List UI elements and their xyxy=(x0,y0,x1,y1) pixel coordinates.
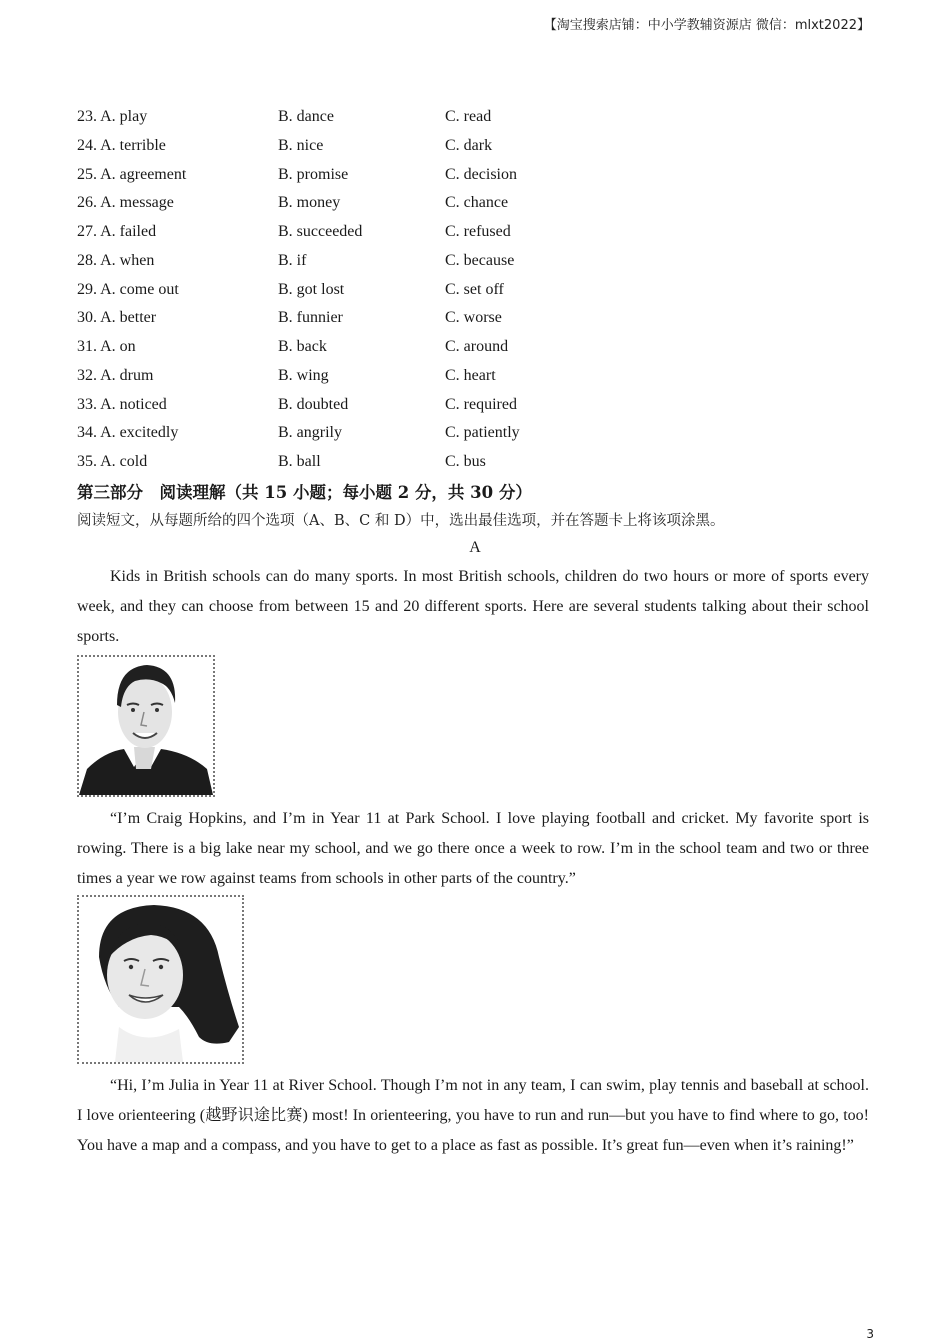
option-b: B. money xyxy=(278,194,341,212)
option-row-27 xyxy=(77,219,877,248)
option-row-29 xyxy=(77,277,877,306)
option-c: C. because xyxy=(445,251,515,269)
option-a: 31. A. on xyxy=(77,338,136,355)
option-b: B. got lost xyxy=(278,280,345,298)
option-b: B. promise xyxy=(278,165,349,183)
option-c: C. read xyxy=(445,108,492,125)
option-row-31 xyxy=(77,334,877,363)
section-instruction: 阅读短文，从每题所给的四个选项（A、B、C 和 D）中，选出最佳选项，并在答题卡上将该项涂黑。 xyxy=(77,513,725,529)
option-row-33 xyxy=(77,392,877,421)
option-row-35 xyxy=(77,449,877,478)
option-b: B. if xyxy=(278,251,307,269)
option-c: C. decision xyxy=(445,165,517,183)
option-b: B. funnier xyxy=(278,309,343,327)
option-row-26 xyxy=(77,190,877,219)
option-a: 25. A. agreement xyxy=(77,165,187,183)
option-b: B. angrily xyxy=(278,424,342,442)
intro-paragraph: Kids in British schools can do many sports. In most British schools, children do two hours or more of sports every week, and they can choose from between 15 and 20 different sports. Here are several students talking about their school sports. xyxy=(77,568,869,645)
craig-photo xyxy=(77,655,215,797)
option-b: B. succeeded xyxy=(278,223,363,240)
page-number: 3 xyxy=(866,1327,874,1341)
option-a: 35. A. cold xyxy=(77,453,148,470)
option-b: B. ball xyxy=(278,453,321,470)
option-c: C. around xyxy=(445,338,509,355)
craig-portrait-image xyxy=(79,657,213,795)
option-a: 28. A. when xyxy=(77,251,155,269)
option-row-24 xyxy=(77,133,877,162)
option-a: 34. A. excitedly xyxy=(77,424,179,442)
option-a: 33. A. noticed xyxy=(77,395,167,413)
option-c: C. patiently xyxy=(445,424,520,442)
julia-photo xyxy=(77,895,244,1064)
option-row-30 xyxy=(77,305,877,334)
option-a: 27. A. failed xyxy=(77,223,157,240)
option-b: B. back xyxy=(278,338,327,355)
julia-portrait-image xyxy=(79,897,242,1062)
option-row-28 xyxy=(77,248,877,277)
option-c: C. worse xyxy=(445,309,502,327)
option-b: B. nice xyxy=(278,136,324,154)
page-header: 【淘宝搜索店铺：中小学教辅资源店 微信：mlxt2022】 xyxy=(543,18,870,33)
option-b: B. dance xyxy=(278,108,334,125)
option-c: C. dark xyxy=(445,136,493,154)
option-a: 24. A. terrible xyxy=(77,136,166,154)
passage-letter: A xyxy=(469,539,481,556)
option-c: C. heart xyxy=(445,366,496,384)
answer-options-list xyxy=(77,104,877,478)
option-a: 30. A. better xyxy=(77,309,157,327)
option-a: 26. A. message xyxy=(77,194,174,212)
option-row-23 xyxy=(77,104,877,133)
option-c: C. chance xyxy=(445,194,509,212)
option-c: C. required xyxy=(445,395,517,413)
craig-paragraph: “I’m Craig Hopkins, and I’m in Year 11 at Park School. I love playing football and cricket. My favorite sport is rowing. There is a big lake near my school, and we go there once a week to row. I’m in the school team and two or three times a year we row against teams from schools in other parts of the country.” xyxy=(77,810,869,887)
option-row-34 xyxy=(77,420,877,449)
option-a: 32. A. drum xyxy=(77,366,154,384)
option-row-32 xyxy=(77,363,877,392)
option-a: 29. A. come out xyxy=(77,280,179,298)
option-c: C. bus xyxy=(445,453,486,470)
option-b: B. wing xyxy=(278,366,329,384)
option-row-25 xyxy=(77,162,877,191)
option-a: 23. A. play xyxy=(77,108,148,125)
julia-paragraph: “Hi, I’m Julia in Year 11 at River School. Though I’m not in any team, I can swim, play tennis and baseball at school. I love orienteering (越野识途比赛) most! In orienteering, you have to run and run—but you have to find where to go, too! You have a map and a compass, and you have to get to a place as fast as possible. It’s great fun—even when it’s raining!” xyxy=(77,1077,869,1154)
section-title: 第三部分 阅读理解（共 15 小题；每小题 2 分，共 30 分） xyxy=(77,483,532,502)
option-c: C. refused xyxy=(445,223,511,240)
option-c: C. set off xyxy=(445,280,504,298)
option-b: B. doubted xyxy=(278,395,349,413)
